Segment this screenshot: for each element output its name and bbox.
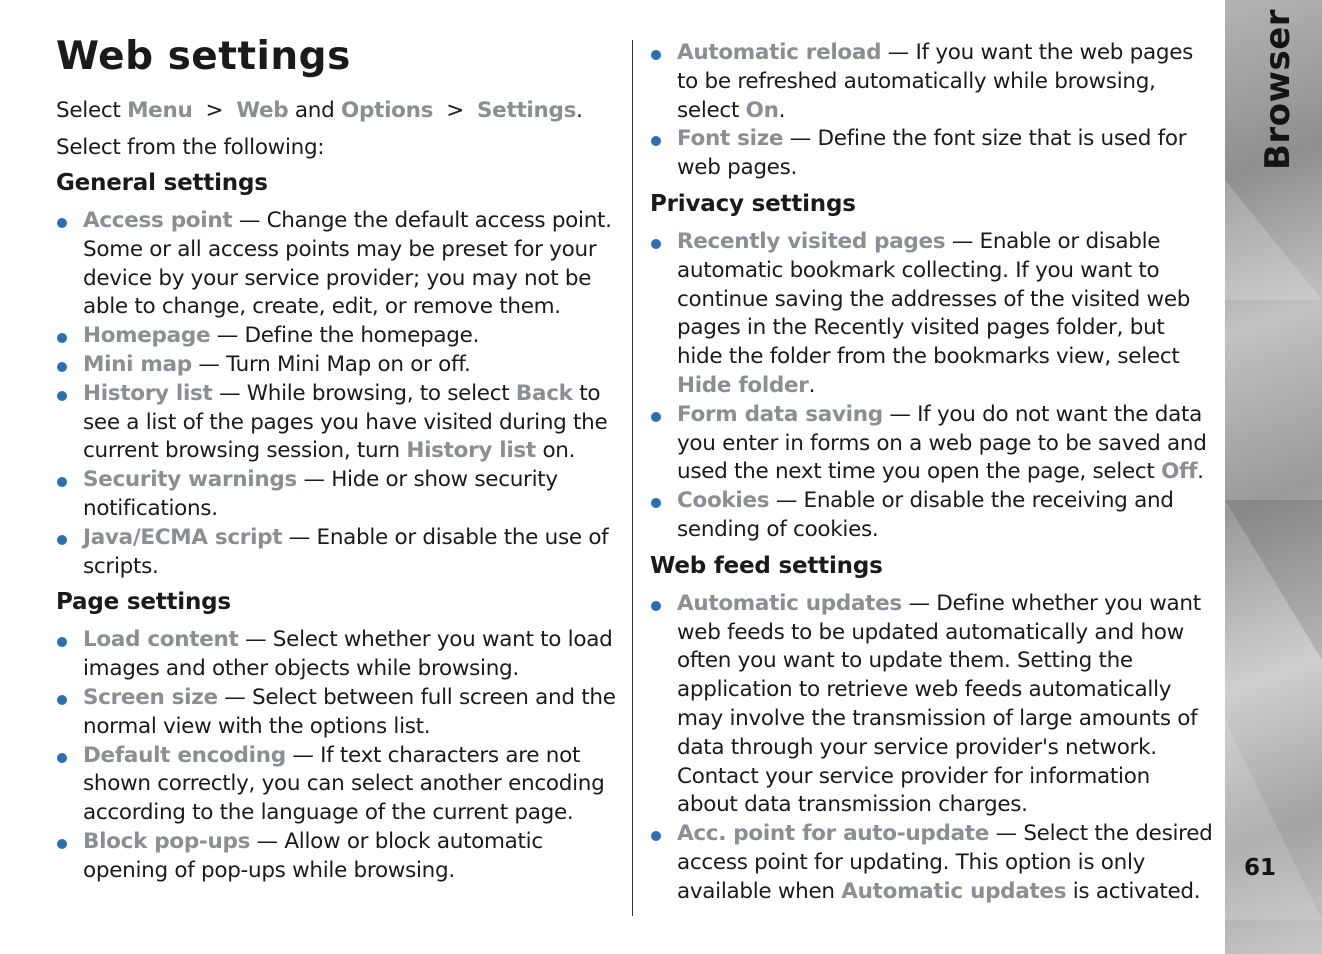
- list-item-screen-size: [56, 684, 622, 742]
- general-settings-list: [56, 207, 622, 581]
- term-load-content[interactable]: Load content: [83, 627, 239, 653]
- term-block-pop-ups[interactable]: Block pop-ups: [83, 828, 251, 854]
- item-description: — Enable or disable the use of scripts.: [83, 524, 609, 579]
- page-settings-heading: Page settings: [56, 589, 231, 616]
- general-settings-heading: General settings: [56, 170, 268, 196]
- term-font-size[interactable]: Font size: [677, 126, 784, 152]
- list-item-automatic-reload: [650, 39, 1216, 125]
- page-number: 61: [1244, 855, 1277, 881]
- select-following: Select from the following:: [56, 135, 325, 160]
- keyword-automatic-updates: Automatic updates: [841, 878, 1067, 904]
- list-item-block-pop-ups: [56, 828, 622, 886]
- item-description: on.: [535, 438, 576, 464]
- term-history-list[interactable]: History list: [83, 380, 213, 406]
- term-automatic-updates[interactable]: Automatic updates: [677, 590, 902, 616]
- item-description: — Define the font size that is used for web pages.: [677, 126, 1187, 181]
- list-item-font-size: [650, 125, 1216, 183]
- menu-path: [56, 96, 622, 125]
- term-automatic-reload[interactable]: Automatic reload: [677, 40, 882, 65]
- term-security-warnings[interactable]: Security warnings: [83, 467, 297, 493]
- list-item-mini-map: [56, 351, 622, 380]
- term-screen-size[interactable]: Screen size: [83, 684, 218, 710]
- web-link[interactable]: Web: [236, 98, 289, 123]
- item-description: — Turn Mini Map on or off.: [191, 351, 471, 377]
- item-description: — Select between full screen and the normal view with the options list.: [83, 684, 616, 739]
- section-tab-label: Browser: [1258, 8, 1298, 170]
- term-access-point[interactable]: Access point: [83, 208, 233, 233]
- settings-link[interactable]: Settings: [477, 98, 577, 123]
- keyword-hide-folder: Hide folder: [677, 372, 809, 398]
- item-description: — Enable or disable the receiving and sending of cookies.: [677, 488, 1174, 542]
- column-divider: [632, 40, 633, 916]
- privacy-settings-heading: Privacy settings: [650, 190, 856, 217]
- item-description: — Select whether you want to load images and other objects while browsing.: [83, 627, 613, 682]
- keyword-back: Back: [515, 380, 573, 406]
- sidebar-decoration: [1225, 180, 1322, 300]
- item-description: — Hide or show security notifications.: [83, 467, 558, 521]
- list-item-cookies: [650, 487, 1216, 545]
- term-cookies[interactable]: Cookies: [677, 488, 770, 514]
- list-item-java-ecma-script: [56, 524, 622, 582]
- term-homepage[interactable]: Homepage: [83, 323, 211, 349]
- list-item-automatic-updates: [650, 590, 1216, 820]
- term-form-data-saving[interactable]: Form data saving: [677, 401, 883, 427]
- item-description: — Allow or block automatic opening of pop-ups while browsing.: [83, 828, 543, 883]
- right-column: [650, 39, 1216, 907]
- menu-link[interactable]: Menu: [127, 98, 193, 123]
- item-description: — If you do not want the data you enter in forms on a web page to be saved and used the next time you open the page, select: [677, 401, 1207, 485]
- web-feed-settings-list: [650, 590, 1216, 907]
- item-description: to see a list of the pages you have visited during the current browsing session, turn: [83, 380, 608, 464]
- sidebar-decoration: [1225, 500, 1322, 660]
- left-column: [56, 96, 622, 886]
- list-item-homepage: [56, 322, 622, 351]
- item-description: — While browsing, to select: [212, 380, 516, 406]
- item-description: .: [1197, 459, 1204, 485]
- period: .: [576, 98, 583, 123]
- item-description: — Enable or disable automatic bookmark collecting. If you want to continue saving the addresses of the visited web pages in the Recently visited pages folder, but hide the folder from the bookmarks view, select: [677, 228, 1191, 370]
- term-default-encoding[interactable]: Default encoding: [83, 742, 286, 768]
- item-description: — If you want the web pages to be refreshed automatically while browsing, select: [677, 40, 1194, 123]
- path-separator: >: [205, 98, 224, 123]
- term-acc-point-auto-update[interactable]: Acc. point for auto-update: [677, 821, 990, 847]
- privacy-settings-list: [650, 228, 1216, 545]
- list-item-security-warnings: [56, 466, 622, 524]
- list-item-history-list: [56, 380, 622, 466]
- select-label: Select: [56, 98, 121, 123]
- item-description: — Define the homepage.: [210, 323, 480, 349]
- page-settings-list: [56, 626, 622, 885]
- item-description: — If text characters are not shown correctly, you can select another encoding according to the language of the current page.: [83, 742, 605, 826]
- item-description: .: [778, 97, 786, 123]
- term-mini-map[interactable]: Mini map: [83, 351, 192, 377]
- list-item-form-data-saving: [650, 401, 1216, 487]
- term-recently-visited-pages[interactable]: Recently visited pages: [677, 228, 946, 254]
- list-item-load-content: [56, 626, 622, 684]
- list-item-acc-point-auto-update: [650, 820, 1216, 906]
- item-description: .: [808, 372, 816, 398]
- list-item-default-encoding: [56, 742, 622, 828]
- item-description: — Define whether you want web feeds to be updated automatically and how often you want to update them. Setting the application to retrieve web feeds automatically may involve the transmission of large amounts of data through your service provider's network. Contact your service provider for information about data transmission charges.: [677, 590, 1201, 818]
- path-separator: >: [446, 98, 464, 123]
- web-feed-settings-heading: Web feed settings: [650, 552, 883, 579]
- keyword-on: On: [745, 97, 779, 123]
- item-description: — Change the default access point. Some or all access points may be preset for your device by your service provider; you may not be able to change, create, edit, or remove them.: [83, 208, 612, 320]
- item-description: — Select the desired access point for updating. This option is only available when: [677, 821, 1213, 904]
- list-item-recently-visited-pages: [650, 228, 1216, 401]
- keyword-off: Off: [1161, 459, 1198, 485]
- and-label: and: [294, 98, 335, 123]
- keyword-history-list: History list: [406, 438, 536, 464]
- page-title: Web settings: [56, 34, 351, 79]
- sidebar-decoration: [1225, 720, 1322, 920]
- item-description: is activated.: [1066, 878, 1201, 904]
- options-link[interactable]: Options: [341, 98, 434, 123]
- list-item-access-point: [56, 207, 622, 322]
- term-java-ecma-script[interactable]: Java/ECMA script: [83, 524, 283, 550]
- page-settings-continued-list: [650, 39, 1216, 183]
